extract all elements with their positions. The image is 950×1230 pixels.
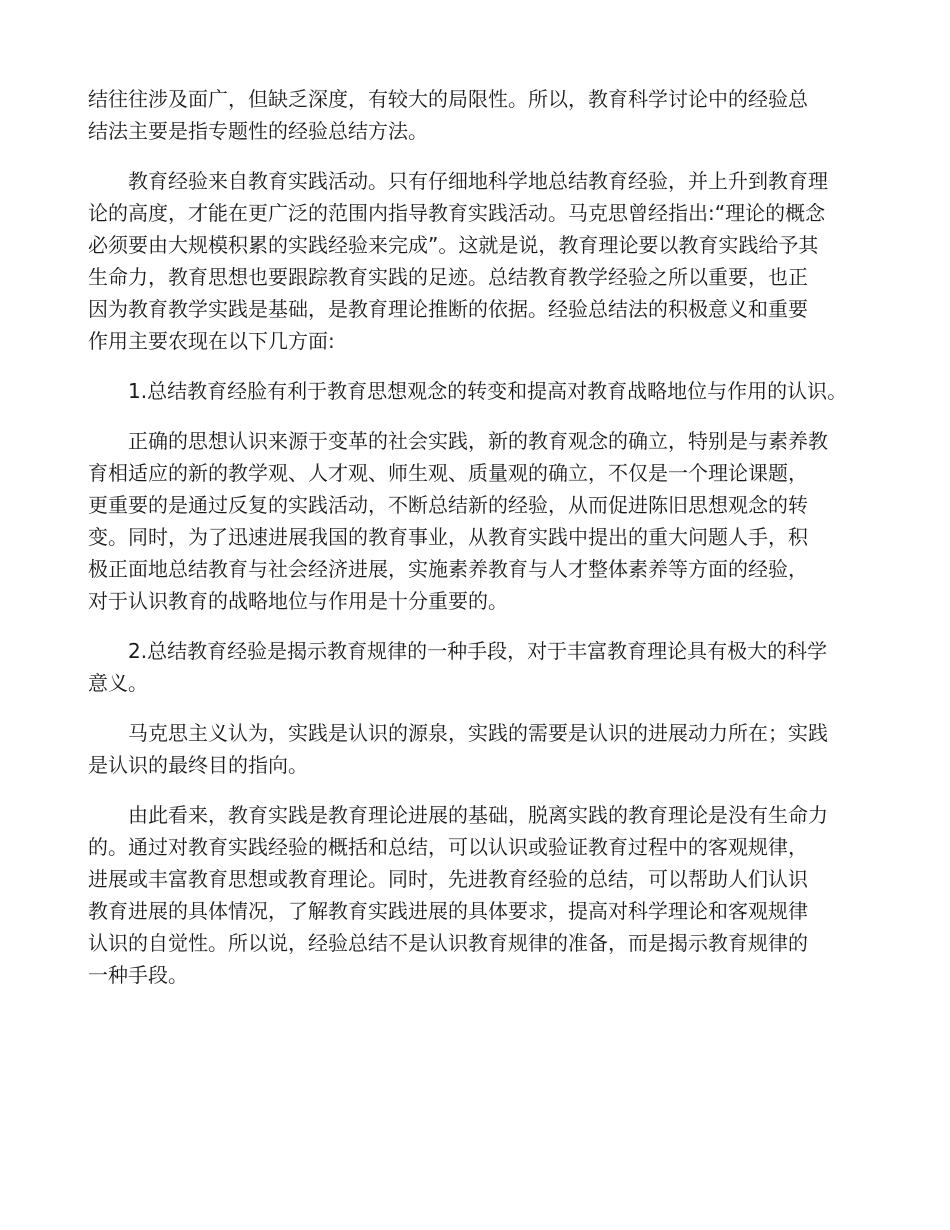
text-line: 结往往涉及面广，但缺乏深度，有较大的局限性。所以，教育科学讨论中的经验总 bbox=[88, 87, 808, 111]
text-line: 极正面地总结教育与社会经济进展，实施素养教育与人才整体素养等方面的经验， bbox=[88, 557, 808, 581]
text-line: 意义。 bbox=[88, 671, 148, 695]
paragraph-point-1 bbox=[88, 425, 878, 617]
text-line: 教育进展的具体情况，了解教育实践进展的具体要求，提高对科学理论和客观规律 bbox=[88, 899, 808, 923]
text-line: 正确的思想认识来源于变革的社会实践，新的教育观念的确立，特别是与素养教 bbox=[128, 429, 828, 453]
text-line: 必须要由大规模积累的实践经验来完成”。这就是说，教育理论要以教育实践给予其 bbox=[88, 233, 819, 257]
text-line: 变。同时，为了迅速进展我国的教育事业，从教育实践中提出的重大问题人手，积 bbox=[88, 525, 808, 549]
paragraph-marxism bbox=[88, 717, 878, 781]
text-line: 教育经验来自教育实践活动。只有仔细地科学地总结教育经验，并上升到教育理 bbox=[128, 169, 828, 193]
text-line: 1.总结教育经脸有利于教育思想观念的转变和提高对教育战略地位与作用的认识。 bbox=[128, 379, 848, 403]
text-line: 更重要的是通过反复的实践活动，不断总结新的经验，从而促进陈旧思想观念的转 bbox=[88, 493, 808, 517]
point-1-heading bbox=[88, 375, 878, 407]
paragraph-conclusion bbox=[88, 799, 878, 991]
text-line: 对于认识教育的战略地位与作用是十分重要的。 bbox=[88, 589, 508, 613]
text-line: 马克思主义认为，实践是认识的源泉，实践的需要是认识的进展动力所在；实践 bbox=[128, 721, 828, 745]
text-line: 由此看来，教育实践是教育理论进展的基础，脱离实践的教育理论是没有生命力 bbox=[128, 803, 828, 827]
text-line: 论的高度，才能在更广泛的范围内指导教育实践活动。马克思曾经指出:“理论的概念 bbox=[88, 201, 826, 225]
document-body bbox=[88, 83, 878, 991]
paragraph-continuation bbox=[88, 83, 878, 147]
text-line: 进展或丰富教育思想或教育理论。同时，先进教育经验的总结，可以帮助人们认识 bbox=[88, 867, 808, 891]
point-2-heading bbox=[88, 635, 878, 699]
text-line: 育相适应的新的教学观、人才观、师生观、质量观的确立，不仅是一个理论课题， bbox=[88, 461, 808, 485]
paragraph-experience-source bbox=[88, 165, 878, 357]
text-line: 一种手段。 bbox=[88, 963, 188, 987]
text-line: 作用主要农现在以下几方面: bbox=[88, 329, 335, 353]
text-line: 的。通过对教育实践经验的概括和总结，可以认识或验证教育过程中的客观规律， bbox=[88, 835, 808, 859]
text-line: 结法主要是指专题性的经验总结方法。 bbox=[88, 119, 428, 143]
text-line: 认识的自觉性。所以说，经验总结不是认识教育规律的准备，而是揭示教育规律的 bbox=[88, 931, 808, 955]
text-line: 生命力，教育思想也要跟踪教育实践的足迹。总结教育教学经验之所以重要，也正 bbox=[88, 265, 808, 289]
text-line: 2.总结教育经验是揭示教育规律的一种手段，对于丰富教育理论具有极大的科学 bbox=[128, 639, 828, 663]
text-line: 是认识的最终目的指向。 bbox=[88, 753, 308, 777]
text-line: 因为教育教学实践是基础，是教育理论推断的依据。经验总结法的积极意义和重要 bbox=[88, 297, 808, 321]
